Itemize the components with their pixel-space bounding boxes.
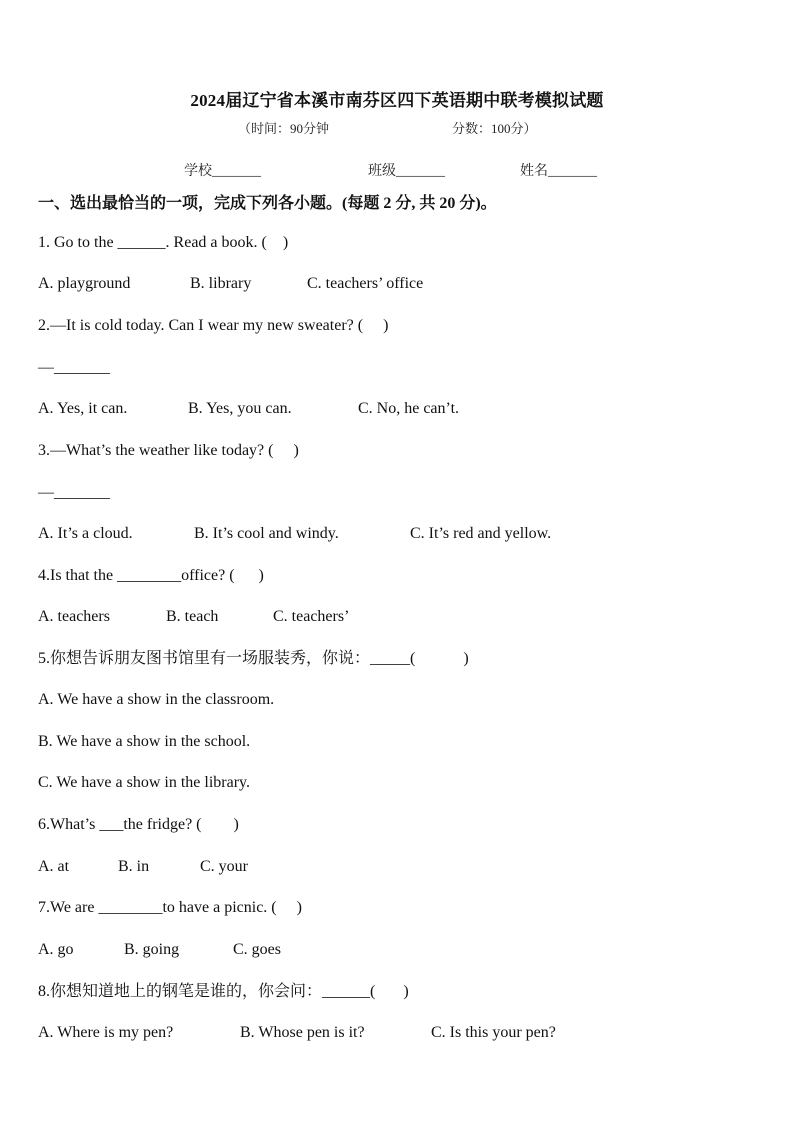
question-3-option-c: C. It’s red and yellow. [410,525,552,542]
question-1-option-a: A. playground [38,275,131,292]
question-1-option-b: B. library [190,275,252,292]
question-7-option-c: C. goes [233,941,281,958]
exam-time: （时间：90分钟 [238,121,330,136]
section-heading: 一、选出最恰当的一项，完成下列各小题。(每题 2 分, 共 20 分)。 [38,195,497,212]
exam-score: 分数：100分） [452,121,537,136]
question-2-stem: 2.—It is cold today. Can I wear my new sweater? ( ) [38,317,389,334]
question-5-stem: 5.你想告诉朋友图书馆里有一场服装秀，你说：_____( ) [38,650,469,667]
question-2-option-b: B. Yes, you can. [188,400,292,417]
question-5-option-a: A. We have a show in the classroom. [38,691,275,708]
question-7-option-a: A. go [38,941,74,958]
question-3-option-b: B. It’s cool and windy. [194,525,339,542]
school-field: 学校_______ [184,164,261,179]
question-2-answer-line: —_______ [38,359,110,376]
question-1-stem: 1. Go to the ______. Read a book. ( ) [38,234,289,251]
class-field: 班级_______ [368,164,445,179]
question-6-option-b: B. in [118,858,150,875]
question-4-option-a: A. teachers [38,608,110,625]
question-8-option-c: C. Is this your pen? [431,1024,556,1041]
page-title: 2024届辽宁省本溪市南芬区四下英语期中联考模拟试题 [190,91,604,110]
question-8-option-a: A. Where is my pen? [38,1024,174,1041]
question-3-option-a: A. It’s a cloud. [38,525,133,542]
question-8-option-b: B. Whose pen is it? [240,1024,365,1041]
question-4-option-b: B. teach [166,608,219,625]
question-3-stem: 3.—What’s the weather like today? ( ) [38,442,299,459]
question-7-option-b: B. going [124,941,180,958]
question-2-option-c: C. No, he can’t. [358,400,460,417]
question-6-option-a: A. at [38,858,70,875]
question-7-stem: 7.We are ________to have a picnic. ( ) [38,899,302,916]
question-4-option-c: C. teachers’ [273,608,350,625]
question-5-option-c: C. We have a show in the library. [38,774,250,791]
name-field: 姓名_______ [520,164,597,179]
question-6-stem: 6.What’s ___the fridge? ( ) [38,816,239,833]
question-4-stem: 4.Is that the ________office? ( ) [38,567,264,584]
question-3-answer-line: —_______ [38,484,110,501]
question-5-option-b: B. We have a show in the school. [38,733,251,750]
question-2-option-a: A. Yes, it can. [38,400,128,417]
question-8-stem: 8.你想知道地上的钢笔是谁的，你会问：______( ) [38,983,409,1000]
question-1-option-c: C. teachers’ office [307,275,424,292]
question-6-option-c: C. your [200,858,248,875]
